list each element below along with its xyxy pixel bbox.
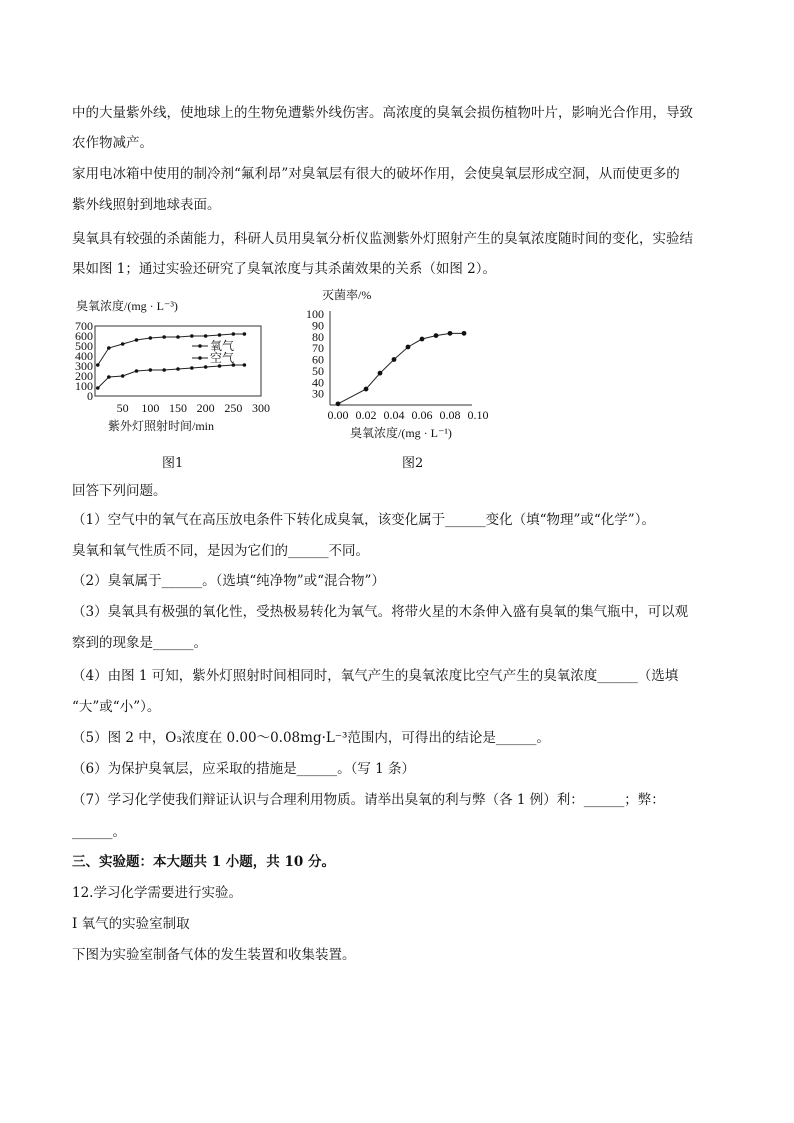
- chart1-xtick-label: 100: [141, 401, 160, 415]
- chart1-series-line-air: [98, 365, 245, 388]
- chart1-point: [107, 375, 111, 379]
- chart1-point: [204, 365, 208, 369]
- paragraph-line: 农作物减产。: [72, 135, 153, 151]
- question-line: （2）臭氧属于______。（选填“纯净物”或“混合物”）: [72, 573, 385, 589]
- chart1-point: [190, 366, 194, 370]
- chart1-point: [96, 363, 100, 367]
- chart1-point: [176, 367, 180, 371]
- chart1-ylabel: 臭氧浓度/(mg · L⁻³): [76, 299, 178, 313]
- chart1-point: [149, 336, 153, 340]
- chart1-point: [162, 335, 166, 339]
- chart2-ytick-label: 100: [306, 307, 324, 321]
- chart1-point: [121, 374, 125, 378]
- chart1-ytick-label: 500: [75, 339, 93, 353]
- chart1-point: [218, 333, 222, 337]
- chart2-xtick-label: 0.04: [383, 408, 405, 422]
- chart1-xtick-label: 50: [116, 401, 129, 415]
- chart1-point: [243, 332, 247, 336]
- figure-1-caption: 图1: [162, 456, 184, 471]
- chart1-legend-label: 空气: [210, 351, 235, 365]
- chart2-ytick-label: 50: [312, 363, 324, 378]
- chart1-ytick-label: 600: [75, 329, 93, 343]
- question-line: 回答下列问题。: [72, 483, 167, 499]
- section-line: 下图为实验室制备气体的发生装置和收集装置。: [72, 947, 356, 963]
- section-line: Ⅰ 氧气的实验室制取: [72, 916, 190, 932]
- chart1-ytick-label: 100: [75, 379, 93, 393]
- chart2-point: [392, 357, 397, 362]
- chart2-point: [420, 337, 425, 342]
- question-line: 臭氧和氧气性质不同，是因为它们的______不同。: [72, 543, 369, 559]
- chart1-xtick-label: 200: [196, 401, 215, 415]
- chart2-ytick-label: 70: [312, 341, 324, 356]
- chart2-xtick-label: 0.06: [411, 408, 433, 422]
- question-line: ______。: [72, 824, 126, 840]
- chart1-point: [135, 369, 139, 373]
- chart2-xtick-label: 0.00: [327, 408, 349, 422]
- chart1-point: [107, 346, 111, 350]
- question-line: （6）为保护臭氧层，应采取的措施是______。（写 1 条）: [72, 761, 416, 777]
- question-line: （1）空气中的氧气在高压放电条件下转化成臭氧，该变化属于______变化（填“物理”或“化学”）。: [72, 512, 655, 528]
- question-line: （7）学习化学使我们辩证认识与合理利用物质。请举出臭氧的利与弊（各 1 例）利：______；弊：: [72, 792, 665, 808]
- chart2-ytick-label: 60: [312, 352, 324, 367]
- chart1-ytick-label: 200: [75, 369, 93, 383]
- chart1-legend-marker: [198, 356, 202, 360]
- figure-1-chart: [68, 296, 268, 436]
- chart1-ytick-label: 400: [75, 349, 93, 363]
- chart2-ytick-label: 30: [312, 386, 324, 401]
- chart2-point: [462, 331, 467, 336]
- chart1-ytick-label: 0: [87, 389, 93, 403]
- chart1-xtick-label: 300: [252, 401, 270, 415]
- paragraph-line: 紫外线照射到地球表面。: [72, 197, 221, 213]
- chart2-xtick-label: 0.08: [439, 408, 461, 422]
- chart1-legend-marker: [198, 344, 202, 348]
- chart1-point: [190, 334, 194, 338]
- chart1-point: [149, 368, 153, 372]
- question-line: （5）图 2 中，O₃浓度在 0.00～0.08mg·L⁻³范围内，可得出的结论是______。: [72, 730, 550, 746]
- chart2-xtick-label: 0.10: [467, 408, 489, 422]
- chart1-point: [135, 338, 139, 342]
- chart1-point: [162, 368, 166, 372]
- chart2-point: [434, 333, 439, 338]
- chart1-point: [243, 363, 247, 367]
- chart1-ytick-label: 700: [75, 319, 93, 333]
- figure-2-caption: 图2: [402, 456, 424, 471]
- chart2-xlabel: 臭氧浓度/(mg · L⁻¹): [350, 426, 452, 440]
- chart1-legend-label: 氧气: [210, 339, 235, 353]
- chart1-ytick-label: 300: [75, 359, 93, 373]
- chart2-ytick-label: 40: [312, 375, 324, 390]
- chart1-point: [96, 386, 100, 390]
- chart1-xtick-label: 250: [224, 401, 243, 415]
- chart2-series-line: [338, 333, 464, 404]
- chart2-point: [378, 371, 383, 376]
- chart2-point: [406, 345, 411, 350]
- chart1-point: [204, 334, 208, 338]
- chart2-point: [448, 331, 453, 336]
- chart2-xtick-label: 0.02: [355, 408, 377, 422]
- chart1-point: [121, 342, 125, 346]
- chart2-point: [364, 387, 369, 392]
- question-line: “大”或“小”）。: [72, 699, 161, 715]
- figure-2-chart: [294, 283, 494, 443]
- chart2-ylabel: 灭菌率/%: [322, 288, 372, 302]
- section-line: 12.学习化学需要进行实验。: [72, 885, 242, 901]
- question-line: （3）臭氧具有极强的氧化性，受热极易转化为氧气。将带火星的木条伸入盛有臭氧的集气瓶中，可以观: [72, 604, 689, 620]
- section-title: 三、实验题：本大题共 1 小题，共 10 分。: [72, 854, 335, 870]
- question-line: （4）由图 1 可知，紫外灯照射时间相同时，氧气产生的臭氧浓度比空气产生的臭氧浓度______（选填: [72, 668, 679, 684]
- question-line: 察到的现象是______。: [72, 635, 207, 651]
- chart2-ytick-label: 90: [312, 318, 324, 333]
- chart1-xtick-label: 150: [169, 401, 187, 415]
- chart2-point: [336, 401, 341, 406]
- chart1-xlabel: 紫外灯照射时间/min: [108, 419, 215, 433]
- chart1-point: [232, 332, 236, 336]
- paragraph-line: 臭氧具有较强的杀菌能力，科研人员用臭氧分析仪监测紫外灯照射产生的臭氧浓度随时间的变化，实验结: [72, 231, 693, 247]
- paragraph-line: 家用电冰箱中使用的制冷剂“氟利昂”对臭氧层有很大的破坏作用，会使臭氧层形成空洞，从而使更多的: [72, 166, 680, 182]
- chart1-point: [176, 335, 180, 339]
- chart2-ytick-label: 80: [312, 329, 324, 344]
- paragraph-line: 中的大量紫外线，使地球上的生物免遭紫外线伤害。高浓度的臭氧会损伤植物叶片，影响光合作用，导致: [72, 105, 693, 121]
- paragraph-line: 果如图 1；通过实验还研究了臭氧浓度与其杀菌效果的关系（如图 2）。: [72, 261, 497, 277]
